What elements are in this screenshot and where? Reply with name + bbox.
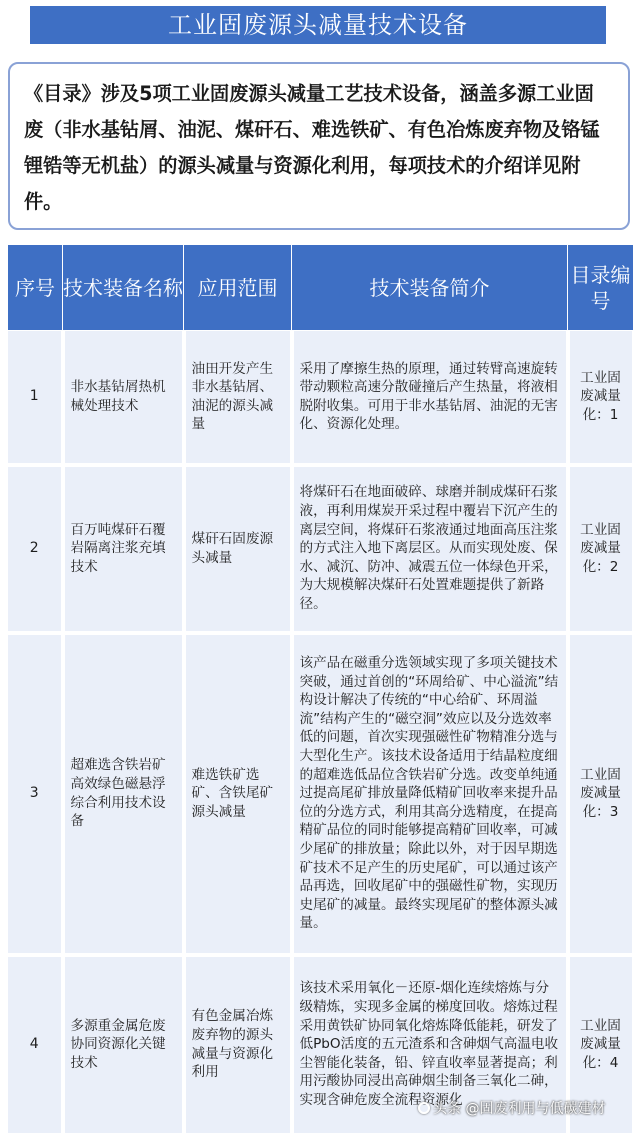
row-name: 非水基钻屑热机械处理技术	[63, 331, 184, 465]
row-catalog: 工业固废减量化：1	[568, 331, 634, 465]
row-index: 2	[8, 465, 63, 633]
row-desc: 采用了摩擦生热的原理，通过转臂高速旋转带动颗粒高速分散碰撞后产生热量，将液相脱附收集。可用于非水基钻屑、油泥的无害化、资源化处理。	[292, 331, 568, 465]
row-name: 多源重金属危废协同资源化关键技术	[63, 955, 184, 1133]
row-name: 百万吨煤矸石覆岩隔离注浆充填技术	[63, 465, 184, 633]
table-row	[8, 465, 634, 633]
row-index: 4	[8, 955, 63, 1133]
table-row	[8, 633, 634, 955]
table-row	[8, 331, 634, 465]
row-desc: 将煤矸石在地面破碎、球磨并制成煤矸石浆液，再利用煤炭开采过程中覆岩下沉产生的离层空间，将煤矸石浆液通过地面高压注浆的方式注入地下离层区。从而实现处废、保水、减沉、防冲、减震五位一体绿色开采，为大规模解决煤矸石处置难题提供了新路径。	[292, 465, 568, 633]
row-index: 1	[8, 331, 63, 465]
header-name: 技术装备名称	[63, 245, 184, 331]
row-name: 超难选含铁岩矿高效绿色磁悬浮综合利用技术设备	[63, 633, 184, 955]
row-scope: 难选铁矿选矿、含铁尾矿源头减量	[184, 633, 292, 955]
watermark-text: 头条 @固废利用与低碳建材	[433, 1101, 606, 1117]
row-desc: 该产品在磁重分选领域实现了多项关键技术突破，通过首创的“环周给矿、中心溢流”结构设计解决了传统的“中心给矿、环周溢流”结构产生的“磁空洞”效应以及分选效率低的问题，首次实现强磁性矿物精准分选与大型化生产。该技术设备适用于结晶粒度细的超难选低品位含铁岩矿分选。改变单纯通过提高尾矿排放量降低精矿回收率来提升品位的分选方式，利用其高分选精度，在提高精矿品位的同时能够提高精矿回收率，可减少尾矿的排放量；除此以外，对于因早期选矿技术不足产生的历史尾矿，可以通过该产品再选，回收尾矿中的强磁性矿物，实现历史尾矿的减量。最终实现尾矿的整体源头减量。	[292, 633, 568, 955]
equipment-table	[7, 244, 636, 1133]
row-catalog: 工业固废减量化：3	[568, 633, 634, 955]
page-title-banner	[30, 6, 606, 44]
intro-text: 《目录》涉及5项工业固废源头减量工艺技术设备，涵盖多源工业固废（非水基钻屑、油泥、煤矸石、难选铁矿、有色冶炼废弃物及铬锰锂锆等无机盐）的源头减量与资源化利用，每项技术的介绍详见附件。	[24, 82, 600, 213]
watermark	[418, 1098, 605, 1118]
page-title: 工业固废源头减量技术设备	[168, 11, 468, 39]
row-scope: 油田开发产生非水基钻屑、油泥的源头减量	[184, 331, 292, 465]
row-index: 3	[8, 633, 63, 955]
row-scope: 煤矸石固废源头减量	[184, 465, 292, 633]
toutiao-logo-icon	[418, 1102, 430, 1114]
row-catalog: 工业固废减量化：2	[568, 465, 634, 633]
header-scope: 应用范围	[184, 245, 292, 331]
row-desc: 该技术采用氧化－还原-烟化连续熔炼与分级精炼，实现多金属的梯度回收。熔炼过程采用黄铁矿协同氧化熔炼降低能耗，研发了低PbO活度的五元渣系和含砷烟气高温电收尘智能化装备，铅、锌直收率显著提高；利用污酸协同浸出高砷烟尘制备三氧化二砷，实现含砷危废全流程资源化	[292, 955, 568, 1133]
intro-box	[8, 62, 630, 230]
row-scope: 有色金属冶炼废弃物的源头减量与资源化利用	[184, 955, 292, 1133]
row-catalog: 工业固废减量化：4	[568, 955, 634, 1133]
header-desc: 技术装备简介	[292, 245, 568, 331]
table-header-row	[8, 245, 634, 331]
header-catalog: 目录编号	[568, 245, 634, 331]
header-index: 序号	[8, 245, 63, 331]
